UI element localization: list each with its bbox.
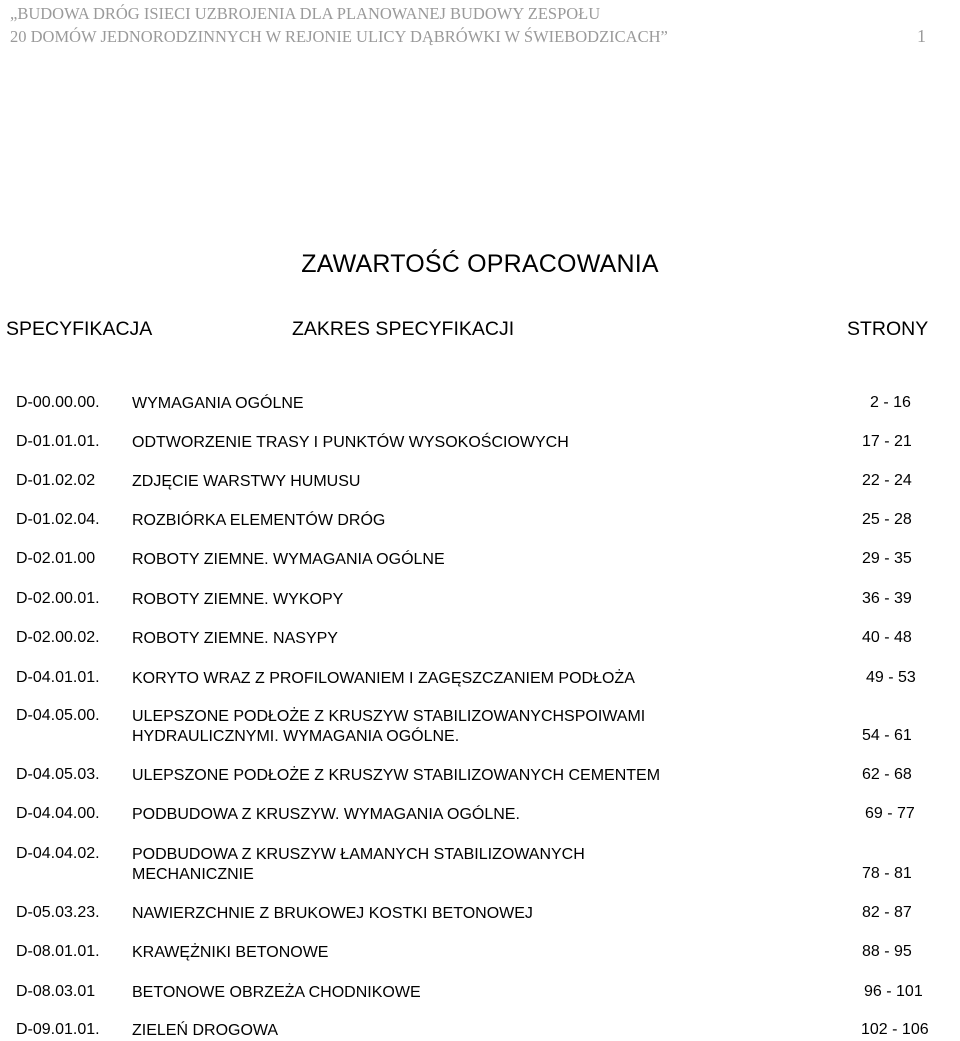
toc-pages: 22 - 24 xyxy=(862,472,912,489)
toc-description: ULEPSZONE PODŁOŻE Z KRUSZYW STABILIZOWANYCH CEMENTEM xyxy=(132,767,661,784)
toc-code: D-08.01.01. xyxy=(16,943,100,960)
toc-pages: 17 - 21 xyxy=(862,433,912,450)
toc-description: WYMAGANIA OGÓLNE xyxy=(132,395,304,412)
page-number: 1 xyxy=(917,26,926,46)
toc-code: D-05.03.23. xyxy=(16,904,100,921)
toc-description-continued: HYDRAULICZNYMI. WYMAGANIA OGÓLNE. xyxy=(132,728,460,745)
toc-pages: 88 - 95 xyxy=(862,943,912,960)
toc-pages: 62 - 68 xyxy=(862,766,912,783)
toc-code: D-02.00.01. xyxy=(16,590,100,607)
toc-code: D-02.01.00 xyxy=(16,550,96,567)
toc-description: KRAWĘŻNIKI BETONOWE xyxy=(132,944,329,961)
toc-code: D-04.04.02. xyxy=(16,845,100,862)
toc-pages: 96 - 101 xyxy=(864,983,923,1000)
column-header-pages: STRONY xyxy=(847,318,929,340)
toc-code: D-02.00.02. xyxy=(16,629,100,646)
toc-description: ROZBIÓRKA ELEMENTÓW DRÓG xyxy=(132,512,386,529)
column-header-spec: SPECYFIKACJA xyxy=(6,318,153,340)
toc-code: D-09.01.01. xyxy=(16,1021,100,1038)
toc-description-continued: MECHANICZNIE xyxy=(132,866,254,883)
toc-pages: 40 - 48 xyxy=(862,629,912,646)
header-line-2: 20 DOMÓW JEDNORODZINNYCH W REJONIE ULICY DĄBRÓWKI W ŚWIEBODZICACH” xyxy=(10,27,668,46)
toc-pages: 69 - 77 xyxy=(865,805,915,822)
toc-description: PODBUDOWA Z KRUSZYW. WYMAGANIA OGÓLNE. xyxy=(132,806,520,823)
toc-pages: 54 - 61 xyxy=(862,727,912,744)
toc-description: ROBOTY ZIEMNE. WYMAGANIA OGÓLNE xyxy=(132,551,445,568)
toc-description: KORYTO WRAZ Z PROFILOWANIEM I ZAGĘSZCZANIEM PODŁOŻA xyxy=(132,670,635,687)
toc-description: ODTWORZENIE TRASY I PUNKTÓW WYSOKOŚCIOWYCH xyxy=(132,434,569,451)
toc-code: D-04.01.01. xyxy=(16,669,100,686)
toc-pages: 82 - 87 xyxy=(862,904,912,921)
toc-pages: 25 - 28 xyxy=(862,511,912,528)
toc-description: ZDJĘCIE WARSTWY HUMUSU xyxy=(132,473,361,490)
toc-code: D-04.04.00. xyxy=(16,805,100,822)
toc-description: ZIELEŃ DROGOWA xyxy=(132,1022,279,1039)
toc-code: D-04.05.00. xyxy=(16,707,100,724)
toc-pages: 78 - 81 xyxy=(862,865,912,882)
header-line-1: „BUDOWA DRÓG ISIECI UZBROJENIA DLA PLANOWANEJ BUDOWY ZESPOŁU xyxy=(10,4,601,23)
toc-code: D-01.02.02 xyxy=(16,472,96,489)
toc-description: ROBOTY ZIEMNE. NASYPY xyxy=(132,630,338,647)
running-header xyxy=(10,2,940,48)
toc-pages: 29 - 35 xyxy=(862,550,912,567)
toc-pages: 2 - 16 xyxy=(870,394,911,411)
toc-code: D-04.05.03. xyxy=(16,766,100,783)
toc-code: D-08.03.01 xyxy=(16,983,96,1000)
toc-description: BETONOWE OBRZEŻA CHODNIKOWE xyxy=(132,984,421,1001)
document-title: ZAWARTOŚĆ OPRACOWANIA xyxy=(301,250,659,278)
toc-description: ULEPSZONE PODŁOŻE Z KRUSZYW STABILIZOWANYCHSPOIWAMI xyxy=(132,708,646,725)
toc-pages: 36 - 39 xyxy=(862,590,912,607)
column-header-scope: ZAKRES SPECYFIKACJI xyxy=(292,318,515,340)
toc-pages: 49 - 53 xyxy=(866,669,916,686)
toc-description: ROBOTY ZIEMNE. WYKOPY xyxy=(132,591,344,608)
toc-code: D-01.01.01. xyxy=(16,433,100,450)
toc-description: NAWIERZCHNIE Z BRUKOWEJ KOSTKI BETONOWEJ xyxy=(132,905,533,922)
toc-code: D-01.02.04. xyxy=(16,511,100,528)
toc-description: PODBUDOWA Z KRUSZYW ŁAMANYCH STABILIZOWANYCH xyxy=(132,846,585,863)
toc-pages: 102 - 106 xyxy=(861,1021,929,1038)
toc-code: D-00.00.00. xyxy=(16,394,100,411)
